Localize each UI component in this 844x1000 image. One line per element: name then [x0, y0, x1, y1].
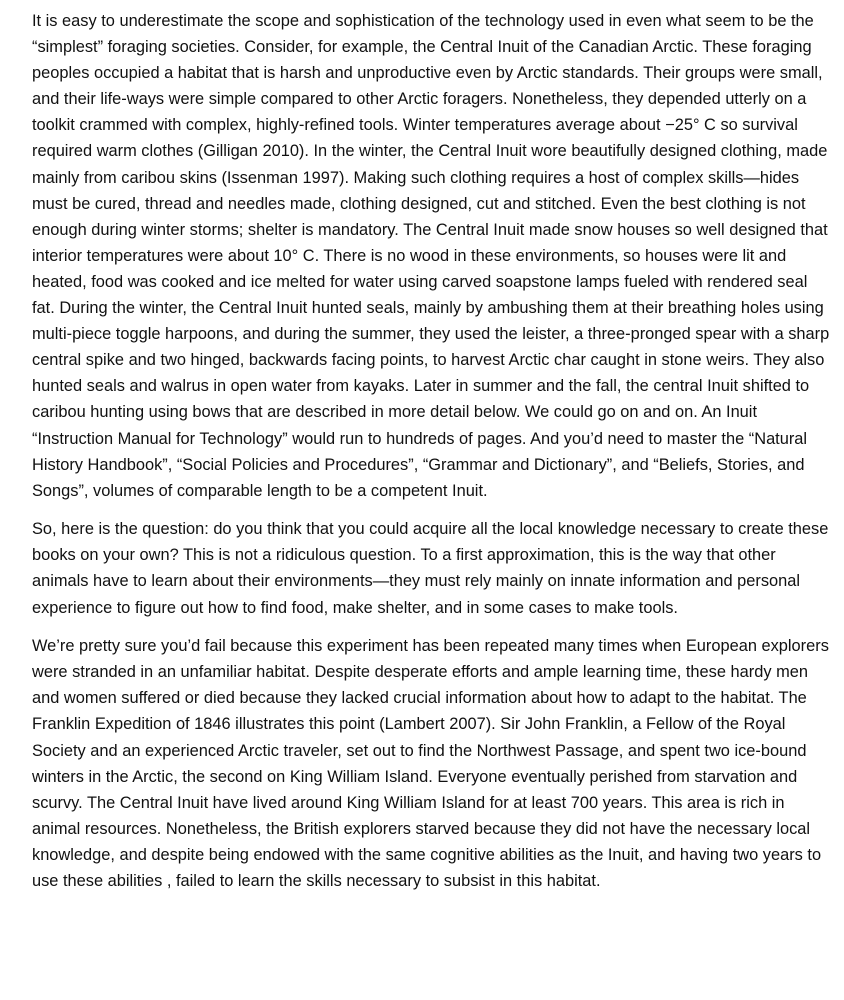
paragraph-local-knowledge-question: So, here is the question: do you think that you could acquire all the local knowledge necessary to create these books on your own? This is not a ridiculous question. To a first approximation, this is the way that other animals have to learn about their environments—they must rely mainly on innate information and personal experience to figure out how to find food, make shelter, and in some cases to make tools.	[32, 520, 829, 617]
paragraph-franklin-expedition: We’re pretty sure you’d fail because this experiment has been repeated many times when European explorers were stranded in an unfamiliar habitat. Despite desperate efforts and ample learning time, these hardy men and women suffered or died because they lacked crucial information about how to adapt to the habitat. The Franklin Expedition of 1846 illustrates this point (Lambert 2007). Sir John Franklin, a Fellow of the Royal Society and an experienced Arctic traveler, set out to find the Northwest Passage, and spent two ice-bound winters in the Arctic, the second on King William Island. Everyone eventually perished from starvation and scurvy. The Central Inuit have lived around King William Island for at least 700 years. This area is rich in animal resources. Nonetheless, the British explorers starved because they did not have the necessary local knowledge, and despite being endowed with the same cognitive abilities as the Inuit, and having two years to use these abilities , failed to learn the skills necessary to subsist in this habitat.	[32, 637, 829, 890]
paragraph-central-inuit-technology: It is easy to underestimate the scope and sophistication of the technology used in even what seem to be the “simplest” foraging societies. Consider, for example, the Central Inuit of the Canadian Arctic. These foraging peoples occupied a habitat that is harsh and unproductive even by Arctic standards. Their groups were small, and their life-ways were simple compared to other Arctic foragers. Nonetheless, they depended utterly on a toolkit crammed with complex, highly-refined tools. Winter temperatures average about −25° C so survival required warm clothes (Gilligan 2010). In the winter, the Central Inuit wore beautifully designed clothing, made mainly from caribou skins (Issenman 1997). Making such clothing requires a host of complex skills—hides must be cured, thread and needles made, clothing designed, cut and stitched. Even the best clothing is not enough during winter storms; shelter is mandatory. The Central Inuit made snow houses so well designed that interior temperatures were about 10° C. There is no wood in these environments, so houses were lit and heated, food was cooked and ice melted for water using carved soapstone lamps fueled with rendered seal fat. During the winter, the Central Inuit hunted seals, mainly by ambushing them at their breathing holes using multi-piece toggle harpoons, and during the summer, they used the leister, a three-pronged spear with a sharp central spike and two hinged, backwards facing points, to harvest Arctic char caught in stone weirs. They also hunted seals and walrus in open water from kayaks. Later in summer and the fall, the central Inuit shifted to caribou hunting using bows that are described in more detail below. We could go on and on. An Inuit “Instruction Manual for Technology” would run to hundreds of pages. And you’d need to master the “Natural History Handbook”, “Social Policies and Procedures”, “Grammar and Dictionary”, and “Beliefs, Stories, and Songs”, volumes of comparable length to be a competent Inuit.	[32, 12, 830, 500]
